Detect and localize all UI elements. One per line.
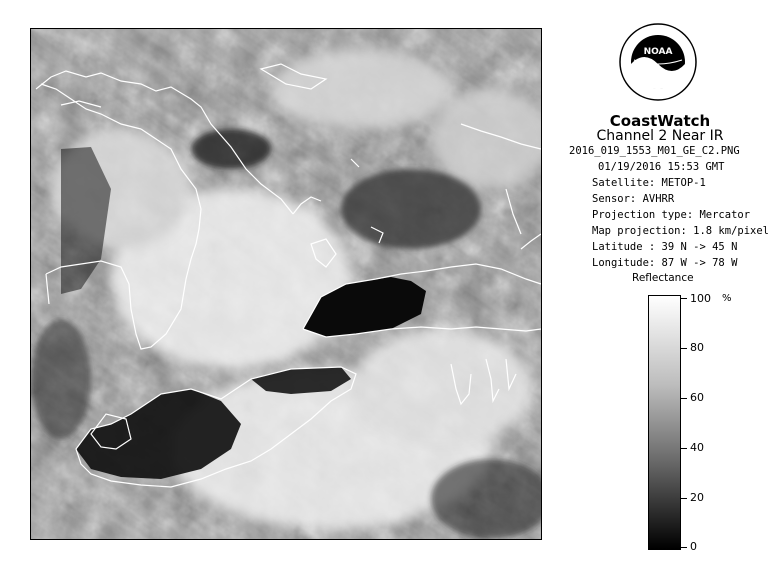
reflectance-colorbar: [648, 295, 681, 550]
colorbar-tick-label: 80: [690, 341, 704, 354]
filename-text: 2016_019_1553_M01_GE_C2.PNG: [569, 145, 740, 157]
noaa-logo-text: NOAA: [643, 47, 673, 57]
projection-type-text: Projection type: Mercator: [592, 209, 751, 221]
colorbar-tick-label: 40: [690, 441, 704, 454]
noaa-logo: [618, 22, 698, 102]
colorbar-tick: [681, 498, 687, 499]
page-title: CoastWatch: [609, 112, 711, 130]
colorbar-tick: [681, 298, 687, 299]
datetime-text: 01/19/2016 15:53 GMT: [598, 161, 725, 173]
colorbar-tick: [681, 398, 687, 399]
channel-subtitle: Channel 2 Near IR: [596, 128, 724, 144]
colorbar-title: Reflectance: [632, 272, 694, 284]
colorbar-tick-label: 100: [690, 292, 711, 305]
satellite-text: Satellite: METOP-1: [592, 177, 706, 189]
colorbar-tick-label: 60: [690, 391, 704, 404]
colorbar-tick: [681, 348, 687, 349]
near-ir-reflectance-map: [31, 29, 542, 540]
longitude-text: Longitude: 87 W -> 78 W: [592, 257, 738, 269]
colorbar-tick: [681, 547, 687, 548]
sensor-text: Sensor: AVHRR: [592, 193, 675, 205]
map-projection-text: Map projection: 1.8 km/pixel: [592, 225, 770, 237]
latitude-text: Latitude : 39 N -> 45 N: [592, 241, 738, 253]
colorbar-tick-label: 0: [690, 540, 697, 553]
colorbar-unit: %: [722, 293, 732, 304]
colorbar-tick-label: 20: [690, 491, 704, 504]
colorbar-tick: [681, 448, 687, 449]
satellite-image: [30, 28, 542, 540]
